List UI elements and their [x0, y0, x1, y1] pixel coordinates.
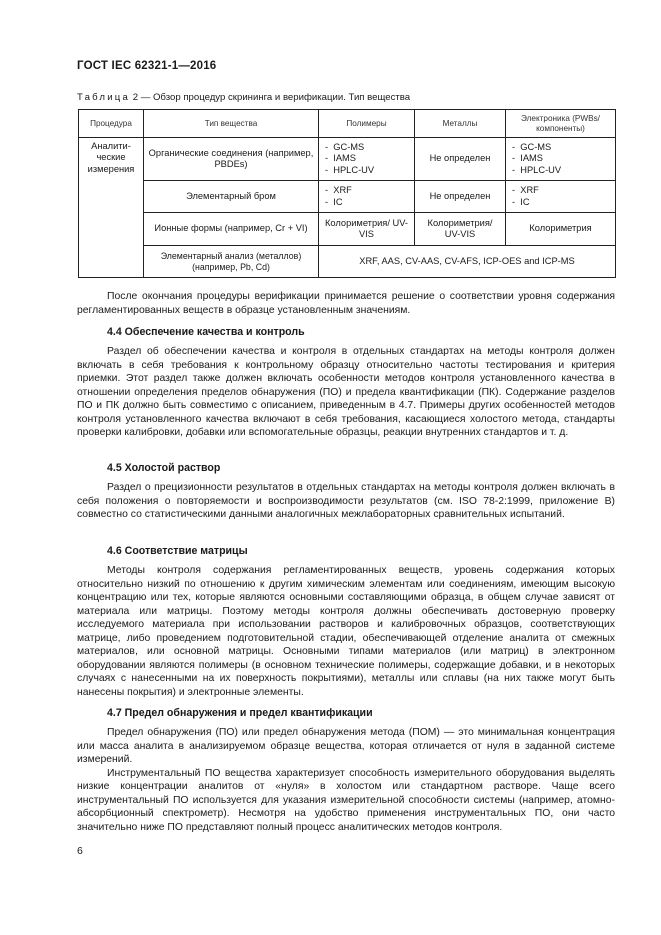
method-item: - XRF	[512, 185, 611, 196]
table-caption	[77, 92, 410, 103]
merged-methods-cell: XRF, AAS, CV-AAS, CV-AFS, ICP-OES and ICP-MS	[319, 246, 616, 278]
section-heading: 4.6 Соответствие матрицы	[107, 545, 248, 557]
substance-cell: Элементарный анализ (металлов) (например, Pb, Cd)	[144, 246, 319, 278]
metals-cell: Колориметрия/ UV-VIS	[415, 213, 506, 246]
metals-cell: Не определен	[415, 138, 506, 181]
substance-cell: Ионные формы (например, Cr + VI)	[144, 213, 319, 246]
table-row	[79, 138, 616, 181]
col-header-polymers: Полимеры	[319, 110, 415, 138]
paragraph: Раздел об обеспечении качества и контроля в отдельных стандартах на методы контроля должен включать в себя требования к контрольному образцу относительно частоты тестирования и критерия приемки. Этот раздел также должен включать особенности методов контроля установленного качества в отношении определения пределов обнаружения (ПО) и предела квантификации (ПК). Содержание разделов ПО и ПК должно быть совместимо с описанием, приведенным в 4.7. Примеры других особенностей методов контроля установленного качества включают в себя требования, касающиеся холостого метода, стандарты проверки калибровки, добавки или вспомогательные образцы, реакции внутренних стандартов и т. д.	[77, 346, 615, 438]
page-number: 6	[77, 845, 83, 857]
col-header-electronics: Электроника (PWBs/компоненты)	[506, 110, 616, 138]
substance-cell: Элементарный бром	[144, 181, 319, 213]
paragraph: Предел обнаружения (ПО) или предел обнаружения метода (ПОМ) — это минимальная концентрация или масса аналита в анализируемом образце вещества, которая отличается от нуля в заданной системе измерений.	[77, 727, 615, 765]
section-4-7	[77, 707, 615, 834]
section-4-6	[77, 545, 615, 699]
section-heading: 4.4 Обеспечение качества и контроль	[107, 326, 305, 338]
paragraph: После окончания процедуры верификации принимается решение о соответствии уровня содержания регламентированных веществ в образце установленным значениям.	[77, 291, 615, 316]
table-caption-word: Таблица	[77, 92, 131, 103]
polymers-cell: Колориметрия/ UV-VIS	[319, 213, 415, 246]
document-header: ГОСТ IEC 62321-1—2016	[77, 60, 217, 72]
method-item: - GC-MS	[325, 142, 410, 153]
method-item: - IC	[512, 197, 611, 208]
procedure-cell: Аналити-ческие измерения	[79, 138, 144, 278]
section-4-5	[77, 462, 615, 522]
col-header-substance: Тип вещества	[144, 110, 319, 138]
method-item: - GC-MS	[512, 142, 611, 153]
table-row	[79, 246, 616, 278]
metals-cell: Не определен	[415, 181, 506, 213]
polymers-cell	[319, 138, 415, 181]
paragraph: Раздел о прецизионности результатов в отдельных стандартах на методы контроля должен включать в себя положения о повторяемости и воспроизводимости результатов (см. ISO 78-2:1999, приложение B) совместно со статистическими данными аналогичных межлабораторных сравнительных испытаний.	[77, 482, 615, 520]
table-caption-text: 2 — Обзор процедур скрининга и верификации. Тип вещества	[132, 92, 411, 103]
method-item: - XRF	[325, 185, 410, 196]
section-4-4	[77, 326, 615, 440]
screening-table	[78, 109, 616, 278]
paragraph: Инструментальный ПО вещества характеризует способность измерительного оборудования выделять низкие концентрации аналитов от «нуля» в холостом или стандартном растворе. Чаще всего инструментальный ПО используется для указания измерительной способности системы (например, атомно-абсорбционный спектрометр). Несмотря на удобство применения инструментальных ПО, они часто значительно ниже ПО представляют полный процесс аналитических методов контроля.	[77, 767, 615, 833]
col-header-procedure: Процедура	[79, 110, 144, 138]
section-heading: 4.7 Предел обнаружения и предел квантификации	[107, 707, 373, 719]
paragraph: Методы контроля содержания регламентированных веществ, уровень содержания которых относительно низкий по отношению к другим химическим элементам или соединениям, имеющим высокую концентрацию или тех, которые являются основными составляющими образца, в общем случае зависят от материала или матрицы. Поэтому методы контроля должны обеспечивать достоверную проверку исследуемого материала при использовании растворов и калибровочных образцов, соответствующих матрице, либо проведением подготовительной стадии, обеспечивающей отделение аналита от смежных материалов, или основной матрицы. Основными типами материалов (или матриц) в электронном оборудовании являются полимеры (в основном технические полимеры, содержащие добавки, и в некоторых случаях с нанесенными на их поверхность покрытиями), металлы или сплавы (на них также могут быть нанесены покрытия) и электронные элементы.	[77, 565, 615, 698]
electronics-cell: Колориметрия	[506, 213, 616, 246]
table-header-row	[79, 110, 616, 138]
method-item: - IC	[325, 197, 410, 208]
table-row	[79, 181, 616, 213]
col-header-metals: Металлы	[415, 110, 506, 138]
section-heading: 4.5 Холостой раствор	[107, 462, 221, 474]
method-item: - HPLC-UV	[512, 165, 611, 176]
table-row	[79, 213, 616, 246]
electronics-cell	[506, 181, 616, 213]
method-item: - IAMS	[512, 153, 611, 164]
after-table-paragraph	[77, 290, 615, 317]
polymers-cell	[319, 181, 415, 213]
method-item: - HPLC-UV	[325, 165, 410, 176]
substance-cell: Органические соединения (например, PBDEs)	[144, 138, 319, 181]
electronics-cell	[506, 138, 616, 181]
method-item: - IAMS	[325, 153, 410, 164]
